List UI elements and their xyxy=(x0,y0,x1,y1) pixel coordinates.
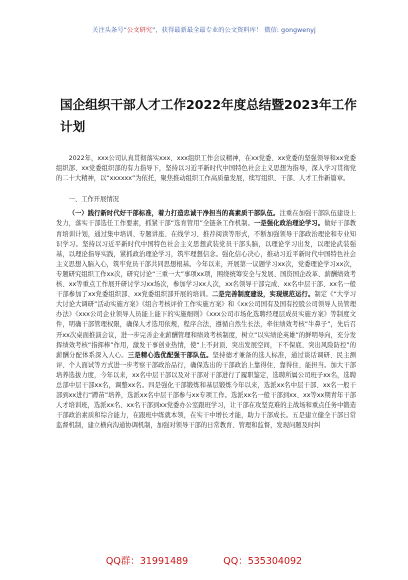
document-body xyxy=(56,154,356,431)
point-one-heading: 一是强化政治理论学习。 xyxy=(254,220,325,228)
paragraph-text-e: 制定《“大学习大讨论大调研”活动实施方案》《组合考核评价工作实施方案》和《xx公司国有及国有控股公司领导人员管理办法》《xxx公司企业领导人员能上能下的实施细则》《xxx公司市场化选聘经理层成员实施方案》等制度文件，明确干部管理权限，确保人才选用依规，程序合法，遵循自然生长法，牵住绩效考核“牛鼻子”，先后召开xx次桌面推演会议，进一步完善企业薪酬管理和绩效考核制度，树立“以实绩论英雄”的鲜明导向，充分发挥绩效考核“指挥棒”作用，激发干事创业热情，使“上不封顶、突出发展空间，下不保底、突出风险防控”的薪酬分配体系深入人心。 xyxy=(56,291,357,359)
footer-contact xyxy=(0,553,408,567)
paragraph-lead: （一）践行新时代好干部标准，着力打造忠诚干净担当的高素质干部队伍。 xyxy=(68,210,280,218)
paragraph-text-a: 注重在加强干部队伍建设上发力，落实干部选任工作要素，抓紧干部“选育管用”全链条工作机制。 xyxy=(56,210,357,228)
intro-paragraph: 2022年，xxx公司认真贯彻落实xxx、xxx组织工作会议精神，在xx党委、xx党委的坚强领导和xx党委组织部、xx党委组织部的有力指导下，坚持以习近平新时代中国特色社会主义思想为指导，深入学习贯彻党的二十大精神，以“xxxxxx”为依托，聚焦推动组织工作高质量发展，续写组织、干部、人才工作新篇章。 xyxy=(56,155,356,183)
section-paragraph xyxy=(56,209,356,431)
banner-highlight: 公文研究 xyxy=(126,27,153,34)
promo-banner xyxy=(0,25,408,34)
paragraph-text-g: 坚持德才兼备的选人标准，通过谈话调研、民主测评、个人面试等方式进一步考察干部政治品行，确保选出的干部政治上靠得住、靠得住、能担当。加大干部培养选拔力度，今年以来，xx名中层干部以及对干部对干部进行了履职鉴定，选聘所属公司班子xx名，选聘总部中层干部xx名，调整xx名。四是强化干部锻炼和基层锻炼今年以来，选派xx名中层干部、xx名一般干部到xx进行“蹲苗”培养，选派xx名中层干部参与xx专项工作。选派xx名一般干部到xx、xx等xx期青年干部人才培训班，选派xx名、xx名干部到xx党委办公室跟班学习，让干部在攻坚克难的主战场和重点任务中锻造干部政治素质和综合能力，在跟班中练就本领，在实干中增长才能，助力干部成长。五是建立健全干部日常监督机制，建立横向沟通协调机制，加强对领导干部的日常教育、管理和监督，发现问题及时纠 xyxy=(56,351,357,430)
point-three-heading: 三是精心选优配强干部队伍。 xyxy=(127,351,213,359)
banner-wechat: gongwenyj xyxy=(281,27,316,34)
point-two-heading: 二是完善制度建设，实现规范运行。 xyxy=(211,291,315,299)
paragraph-text-c: 做好干部教育培训计划，通过集中培训、专题讲座、在线学习、推荐阅读等形式，不断加强领导干部政治理论和专业知识学习。坚持以习近平新时代中国特色社会主义思想武装党员干部头脑，以理论学习出发，以理论武装强基，以理论指导实践，紧抓政治理论学习，筑牢理想信念。强化信心决心，推动习近平新时代中国特色社会主义思想入脑入心，筑牢党员干部共同思想根基。今年以来，开展第一议题学习xx次，党委理论学习xx次，专题研究组织工作xx次，研究讨论“三重一大”事项xx项，围绕统筹安全与发展、国资国企改革、薪酬绩效考核、xx等重点工作展开研讨学习xx场次，参加学习xx人次，xx名领导干部完成、xx名中层干部、xx名一般干部参加了xx党委组织部、xx党委组织部开展的培训。 xyxy=(56,220,357,299)
banner-middle: ”，获得最新最全最专业的公文资料库！ 微信: xyxy=(152,27,282,34)
section-heading: 一、工作开展情况 xyxy=(68,196,119,204)
document-title: 国企组织干部人才工作2022年度总结暨2023年工作计划 xyxy=(60,97,357,134)
qq-group-text: QQ群：31991489 xyxy=(105,556,189,567)
qq-text: QQ：535304092 xyxy=(223,556,303,567)
banner-prefix: 关注头条号“ xyxy=(92,27,127,34)
